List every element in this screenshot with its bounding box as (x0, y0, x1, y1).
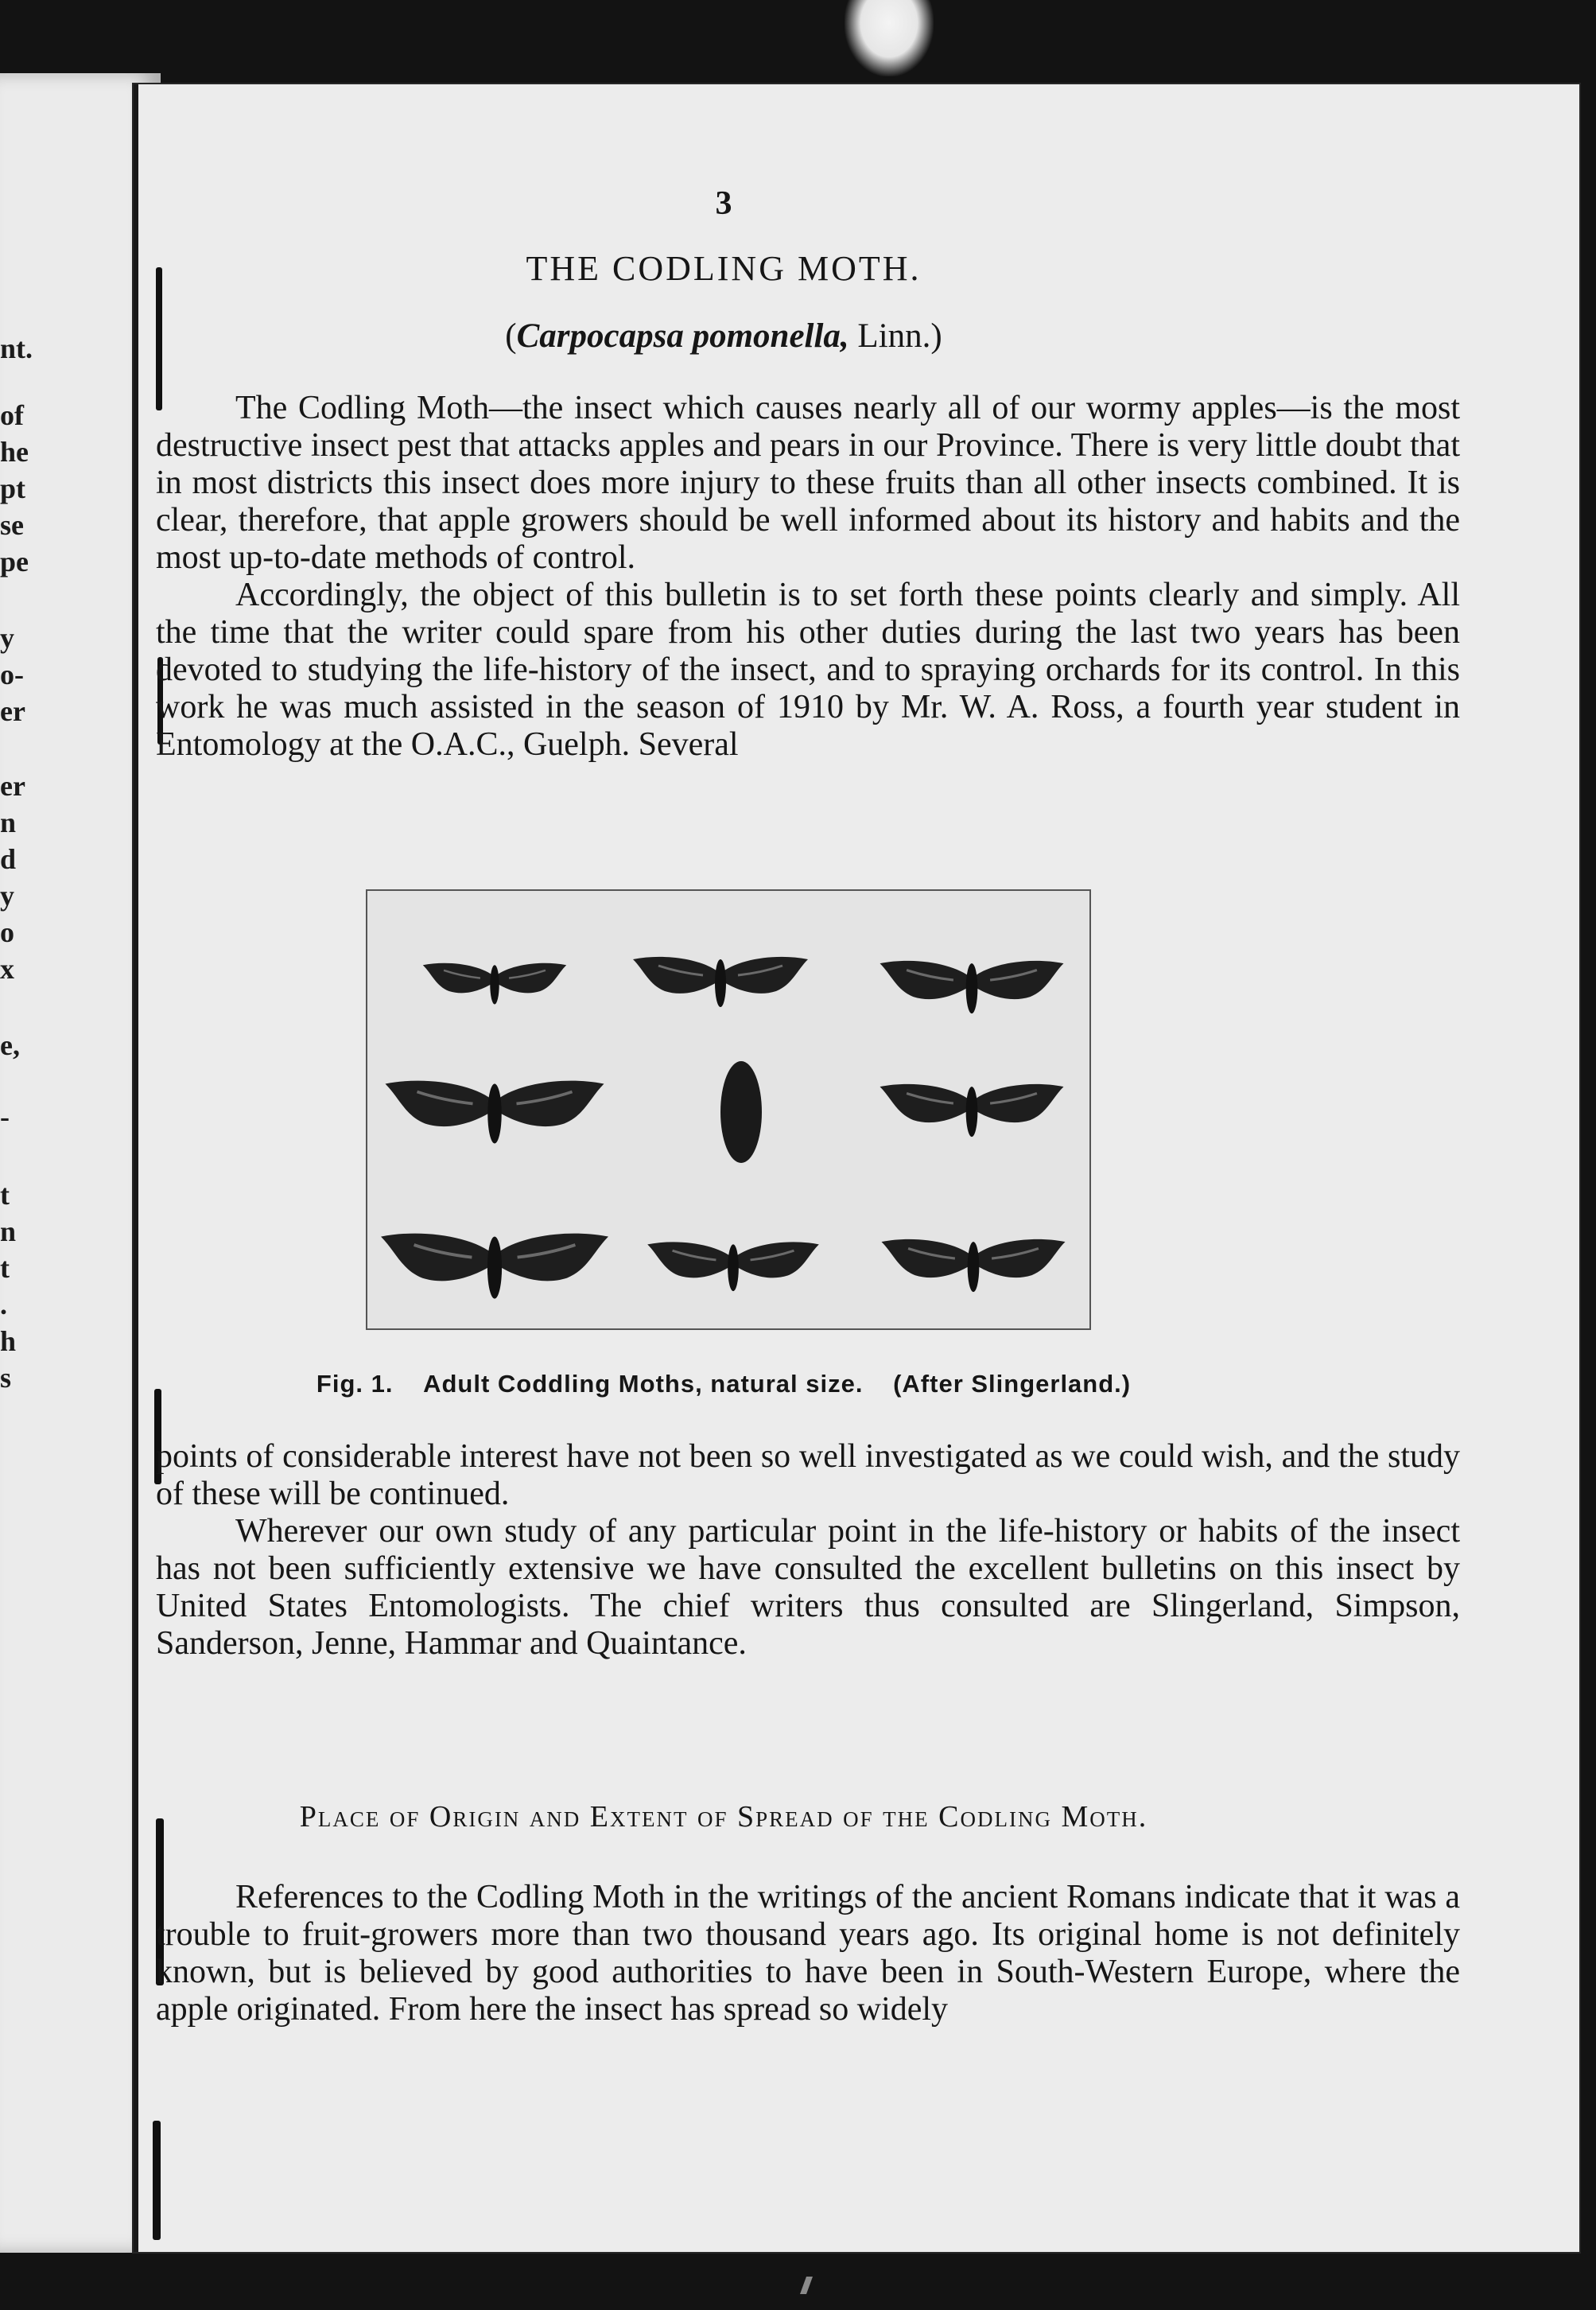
left-page-fragment: pe (0, 546, 29, 578)
paragraph: References to the Codling Moth in the writings of the ancient Romans indicate that it was a trouble to fruit-growers more than two thousand years ago. Its original home is not definitely known, but is believed by good authorities to have been in South-Western Europe, where the apple originated. From here the insect has spread so widely (156, 1879, 1460, 2028)
torn-paper-scrap (845, 0, 934, 76)
figure-label: Fig. 1. (316, 1370, 394, 1398)
moth-specimen (882, 1239, 1066, 1292)
page-number: 3 (715, 185, 732, 222)
left-page-fragment: n (0, 1215, 17, 1247)
paragraph: points of considerable interest have not been so well investigated as we could wish, and the study of these will be continued. (156, 1438, 1460, 1512)
left-page-fragment: o- (0, 659, 24, 690)
scientific-name: (Carpocapsa pomonella, Linn.) (505, 317, 942, 355)
moth-specimen (880, 1084, 1064, 1137)
left-page-fragment: - (0, 1101, 10, 1133)
left-page-fragment: se (0, 509, 24, 541)
left-page-fragment: t (0, 1252, 10, 1284)
moth-illustration (367, 891, 1089, 1328)
left-page-fragment: er (0, 770, 25, 802)
left-page-fragment: pt (0, 472, 26, 504)
left-page-fragment: of (0, 399, 24, 431)
section-text (156, 1879, 1460, 2028)
binding-mark (153, 2121, 161, 2240)
left-page-fragment: he (0, 436, 29, 468)
paragraph: Wherever our own study of any particular point in the life-history or habits of the insect has not been sufficiently extensive we have consulted the excellent bulletins on this insect by United States Entomologists. The chief writers thus consulted are Slingerland, Simpson, Sanderson, Jenne, Hammar and Quaintance. (156, 1513, 1460, 1662)
figure-credit: (After Slingerland.) (893, 1370, 1132, 1398)
moth-specimen (386, 1081, 604, 1144)
page-title: THE CODLING MOTH. (526, 249, 922, 288)
moth-specimen (633, 957, 808, 1007)
moth-specimen (423, 963, 566, 1005)
left-page-fragment: t (0, 1179, 10, 1211)
left-page-fragment: nt. (0, 332, 33, 364)
paragraph: Accordingly, the object of this bulletin is to set forth these points clearly and simply. All the time that the writer could spare from his other duties during the last two years has been devoted to studying the life-history of the insect, and to spraying orchards for its control. In this work he was much assisted in the season of 1910 by Mr. W. A. Ross, a fourth year student in Entomology at the O.A.C., Guelph. Several (156, 577, 1460, 763)
moth-photograph (366, 889, 1091, 1330)
figure-caption (0, 1370, 1447, 1398)
left-page-fragment: er (0, 695, 25, 727)
left-page-fragment: d (0, 843, 17, 875)
left-page-fragment: o (0, 916, 14, 948)
figure-caption-text: Adult Coddling Moths, natural size. (423, 1370, 864, 1398)
intro-text (156, 390, 1460, 764)
left-page-fragment: . (0, 1289, 7, 1320)
section-heading: Place of Origin and Extent of Spread of the Codling Moth. (299, 1800, 1148, 1834)
left-page-fragment: x (0, 953, 14, 985)
left-page-fragment: y (0, 880, 14, 912)
moth-specimen (381, 1234, 608, 1299)
left-page-fragment: s (0, 1362, 12, 1394)
left-page-fragment: e, (0, 1029, 20, 1061)
middle-text (156, 1438, 1460, 1662)
moth-specimen (647, 1242, 819, 1291)
paragraph: The Codling Moth—the insect which causes nearly all of our wormy apples—is the most destructive insect pest that attacks apples and pears in our Province. There is very little doubt that in most districts this insect does more injury to these fruits than all other insects combined. It is clear, therefore, that apple growers should be well informed about its history and habits and the most up-to-date methods of control. (156, 390, 1460, 576)
left-page-fragment: y (0, 622, 14, 654)
left-page-fragment: n (0, 807, 17, 838)
moth-specimen-folded (720, 1061, 762, 1163)
moth-specimen (880, 961, 1064, 1013)
left-page-fragment: h (0, 1325, 17, 1357)
